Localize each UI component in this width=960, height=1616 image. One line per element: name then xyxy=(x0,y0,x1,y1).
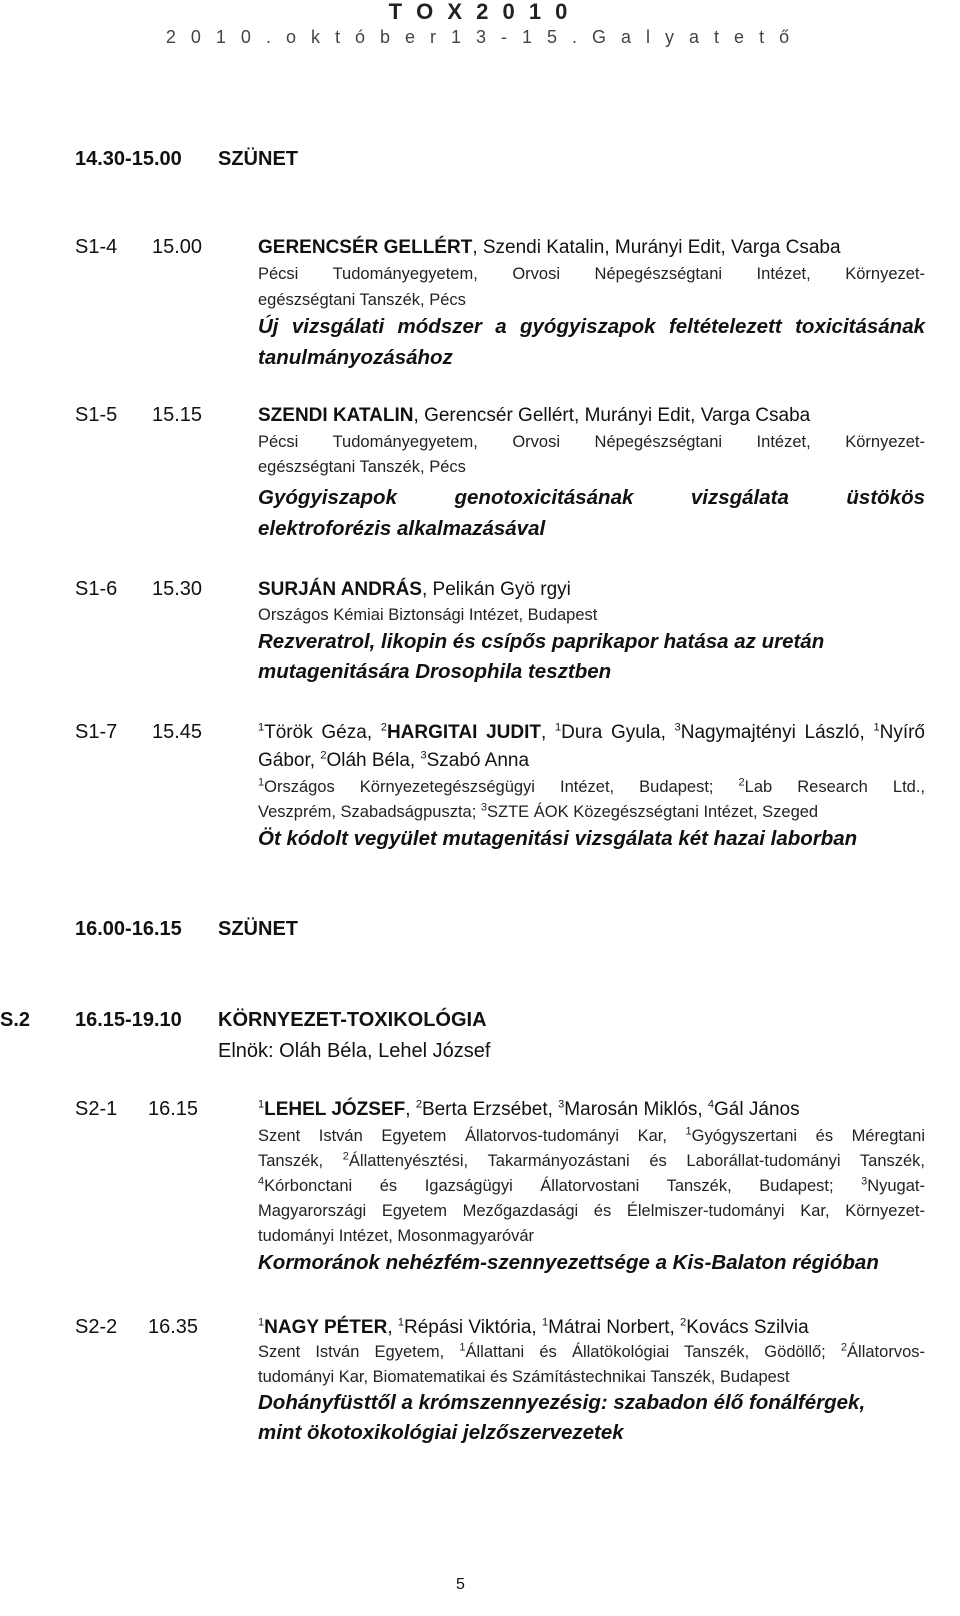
author: Nyírő xyxy=(879,722,925,743)
talk-code: S1-6 xyxy=(75,578,118,600)
talk-time: 16.15 xyxy=(148,1098,199,1120)
talk-time: 15.00 xyxy=(152,236,203,258)
author-index: 1 xyxy=(258,1098,265,1111)
talk-time: 15.15 xyxy=(152,404,203,426)
talk-title: Új vizsgálati módszer a gyógyiszapok feltételezett toxicitásának xyxy=(258,315,925,338)
talk-authors xyxy=(258,405,810,427)
break-time: 14.30-15.00 xyxy=(75,148,182,170)
affil-text: Lab Research Ltd., xyxy=(744,778,925,796)
affil-index: 2 xyxy=(342,1150,349,1163)
affil-index: 1 xyxy=(459,1341,466,1354)
talk-affiliation: Pécsi Tudományegyetem, Orvosi Népegészségtani Intézet, Környezet- xyxy=(258,433,925,451)
author: Kovács Szilvia xyxy=(686,1317,809,1338)
session-code: S.2 xyxy=(0,1009,31,1031)
author: Török Géza, xyxy=(264,722,381,743)
talk-affiliation-cont: tudományi Intézet, Mosonmagyaróvár xyxy=(258,1227,535,1245)
talk-title: Rezveratrol, likopin és csípős paprikapor hatása az uretán xyxy=(258,630,825,653)
talk-title-cont: mint ökotoxikológiai jelzőszervezetek xyxy=(258,1421,624,1444)
talk-code: S1-7 xyxy=(75,721,118,743)
header-title: T O X 2 0 1 0 xyxy=(388,0,572,24)
talk-affiliation-cont: tudományi Kar, Biomatematikai és Számítástechnikai Tanszék, Budapest xyxy=(258,1368,790,1386)
talk-title: Dohányfüsttől a krómszennyezésig: szabadon élő fonálférgek, xyxy=(258,1391,866,1414)
affil-text: SZTE ÁOK Közegészségtani Intézet, Szeged xyxy=(487,803,819,821)
talk-affiliation: Országos Kémiai Biztonsági Intézet, Budapest xyxy=(258,606,598,624)
affil-text: Tanszék, xyxy=(258,1152,343,1170)
author-index: 2 xyxy=(320,749,327,762)
affil-text: Állattani és Állatökológiai Tanszék, Gödöllő; xyxy=(465,1343,841,1361)
talk-title-cont: elektroforézis alkalmazásával xyxy=(258,517,546,540)
author-index: 1 xyxy=(258,721,265,734)
talk-authors: $^1$NAGY PÉTER, $^1$Répási Viktória, $^1$Mátrai Norbert, $^2$Kovács Szilvia xyxy=(258,1316,809,1338)
author: Marosán Miklós, xyxy=(564,1099,708,1120)
talk-time: 15.45 xyxy=(152,721,203,743)
author-index: 4 xyxy=(707,1098,715,1111)
talk-code: S2-1 xyxy=(75,1098,118,1120)
affil-index: 1 xyxy=(685,1125,692,1138)
affil-text: Állatorvos- xyxy=(847,1343,925,1361)
session-time: 16.15-19.10 xyxy=(75,1009,182,1031)
talk-code: S1-4 xyxy=(75,236,118,258)
author: Berta Erzsébet, xyxy=(421,1099,559,1120)
affil-index: 4 xyxy=(258,1175,265,1188)
talk-affiliation xyxy=(258,1127,925,1146)
author-index: 2 xyxy=(415,1098,422,1111)
author-index: 1 xyxy=(873,721,880,734)
talk-affiliation: Pécsi Tudományegyetem, Orvosi Népegészségtani Intézet, Környezet- xyxy=(258,265,925,283)
break-time: 16.00-16.15 xyxy=(75,918,182,940)
presenter: SURJÁN ANDRÁS xyxy=(258,579,422,600)
affil-text: Szent István Egyetem, xyxy=(258,1343,460,1361)
presenter: LEHEL JÓZSEF xyxy=(264,1099,406,1120)
talk-code: S2-2 xyxy=(75,1316,118,1338)
talk-authors xyxy=(258,237,841,259)
talk-affiliation-cont: egészségtani Tanszék, Pécs xyxy=(258,291,466,309)
author: Gál János xyxy=(714,1099,800,1120)
author-index: 1 xyxy=(258,1316,265,1329)
affil-index: 1 xyxy=(258,776,265,789)
talk-code: S1-5 xyxy=(75,404,118,426)
affil-index: 2 xyxy=(840,1341,848,1354)
talk-affiliation-cont xyxy=(258,803,818,822)
presenter: SZENDI KATALIN xyxy=(258,405,414,426)
author: Gábor, xyxy=(258,750,321,771)
author: Mátrai Norbert, xyxy=(548,1317,681,1338)
author: Répási Viktória, xyxy=(404,1317,542,1338)
presenter: GERENCSÉR GELLÉRT xyxy=(258,237,473,258)
author: Nagymajtényi László, xyxy=(680,722,874,743)
affil-index: 3 xyxy=(861,1175,868,1188)
coauthors: , Gerencsér Gellért, Murányi Edit, Varga Csaba xyxy=(413,405,811,426)
author-index: 3 xyxy=(420,749,427,762)
author: Oláh Béla, xyxy=(326,750,421,771)
talk-affiliation xyxy=(258,1343,925,1362)
author-index: 1 xyxy=(397,1316,404,1329)
affil-text: Veszprém, Szabadságpuszta; xyxy=(258,803,481,821)
header-subtitle: 2 0 1 0 . o k t ó b e r 1 3 - 1 5 . G a l y a t e t ő xyxy=(165,27,795,47)
presenter: NAGY PÉTER xyxy=(264,1317,388,1338)
author: Szabó Anna xyxy=(426,750,530,771)
talk-title: Kormoránok nehézfém-szennyezettsége a Kis-Balaton régióban xyxy=(258,1251,879,1274)
talk-title: Öt kódolt vegyület mutagenitási vizsgálata két hazai laborban xyxy=(258,827,858,850)
talk-affiliation-cont xyxy=(258,1152,925,1171)
talk-affiliation-cont: egészségtani Tanszék, Pécs xyxy=(258,458,466,476)
affil-index: 2 xyxy=(738,776,745,789)
talk-authors: $^1$LEHEL JÓZSEF, $^2$Berta Erzsébet, $^3$Marosán Miklós, $^4$Gál János xyxy=(258,1098,800,1120)
page-number: 5 xyxy=(456,1576,465,1593)
author-index: 2 xyxy=(380,721,387,734)
talk-affiliation-cont xyxy=(258,1177,925,1196)
talk-authors xyxy=(258,579,571,601)
affil-text: Állattenyésztési, Takarmányozástani és Laborállat-tudományi Tanszék, xyxy=(348,1152,926,1170)
session-chairs: Elnök: Oláh Béla, Lehel József xyxy=(218,1040,491,1062)
talk-time: 16.35 xyxy=(148,1316,199,1338)
author-index: 3 xyxy=(674,721,681,734)
author: Dura Gyula, xyxy=(561,722,675,743)
talk-title: Gyógyiszapok genotoxicitásának vizsgálata üstökös xyxy=(258,486,925,509)
affil-text: Kórbonctani és Igazságügyi Állatorvostani Tanszék, Budapest; xyxy=(264,1177,862,1195)
presenter: HARGITAI JUDIT xyxy=(386,722,541,743)
coauthors: , Szendi Katalin, Murányi Edit, Varga Csaba xyxy=(472,237,841,258)
talk-title-cont: tanulmányozásához xyxy=(258,346,453,369)
author-index: 3 xyxy=(558,1098,565,1111)
talk-affiliation xyxy=(258,778,925,797)
break-label: SZÜNET xyxy=(218,918,298,940)
session-name: KÖRNYEZET-TOXIKOLÓGIA xyxy=(218,1009,487,1031)
talk-authors-cont xyxy=(258,750,529,772)
author-index: 1 xyxy=(542,1316,549,1329)
author-index: 2 xyxy=(680,1316,687,1329)
author-index: 1 xyxy=(554,721,562,734)
break-label: SZÜNET xyxy=(218,148,298,170)
talk-authors xyxy=(258,722,925,744)
affil-index: 3 xyxy=(480,801,488,814)
talk-title-cont: mutagenitására Drosophila tesztben xyxy=(258,660,612,683)
affil-text: Szent István Egyetem Állatorvos-tudományi Kar, xyxy=(258,1127,686,1145)
talk-affiliation-cont: Magyarországi Egyetem Mezőgazdasági és Élelmiszer-tudományi Kar, Környezet- xyxy=(258,1202,925,1220)
affil-text: Országos Környezetegészségügyi Intézet, Budapest; xyxy=(264,778,739,796)
affil-text: Gyógyszertani és Méregtani xyxy=(691,1127,925,1145)
separator: , xyxy=(540,722,555,743)
affil-text: Nyugat- xyxy=(867,1177,925,1195)
coauthors: , Pelikán Gyö rgyi xyxy=(421,579,571,600)
talk-time: 15.30 xyxy=(152,578,203,600)
